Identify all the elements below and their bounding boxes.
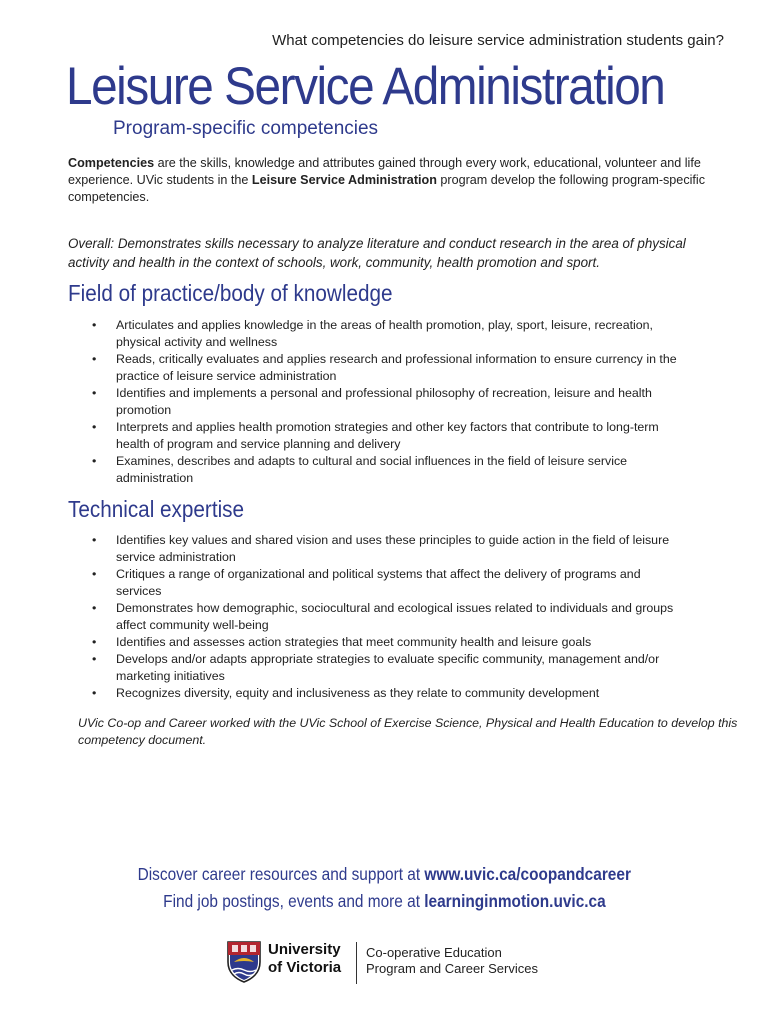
cta-text: Discover career resources and support at xyxy=(137,864,425,884)
page-title: Leisure Service Administration xyxy=(66,57,665,116)
list-item: • Demonstrates how demographic, sociocultural and ecological issues related to individuals and groups affect community well-being xyxy=(88,600,688,634)
field-of-practice-list xyxy=(88,317,688,487)
intro-text-2: program develop the following program-specific competencies. xyxy=(68,173,706,204)
list-item: • Identifies and implements a personal and professional philosophy of recreation, leisure and health promotion xyxy=(88,385,688,419)
cta-text: Find job postings, events and more at xyxy=(162,891,424,911)
list-item: • Recognizes diversity, equity and inclusiveness as they relate to community development xyxy=(88,685,688,702)
cta-line-resources xyxy=(0,864,768,885)
department-line-1: Co-operative Education xyxy=(366,945,502,960)
university-wordmark xyxy=(268,941,341,977)
list-item: • Develops and/or adapts appropriate strategies to evaluate specific community, management and/or marketing initiatives xyxy=(88,651,688,685)
cta-line-postings xyxy=(0,891,768,912)
coopandcareer-link[interactable]: www.uvic.ca/coopandcareer xyxy=(424,864,631,884)
list-item: • Articulates and applies knowledge in the areas of health promotion, play, sport, leisure, recreation, physical activity and wellness xyxy=(88,317,688,351)
list-item: • Identifies key values and shared vision and uses these principles to guide action in the field of leisure service administration xyxy=(88,532,688,566)
page-subtitle: Program-specific competencies xyxy=(113,118,379,139)
credit-note: UVic Co-op and Career worked with the UVic School of Exercise Science, Physical and Health Education to develop this competency document. xyxy=(78,716,738,747)
intro-term: Competencies xyxy=(68,156,155,170)
department-name xyxy=(366,945,538,977)
department-line-2: Program and Career Services xyxy=(366,961,538,976)
overall-statement: Overall: Demonstrates skills necessary to analyze literature and conduct research in the area of physical activity and health in the context of schools, work, community, health promotion and sport. xyxy=(68,236,686,270)
list-item: • Reads, critically evaluates and applies research and professional information to ensure currency in the practice of leisure service administration xyxy=(88,351,688,385)
list-item: • Examines, describes and adapts to cultural and social influences in the field of leisure service administration xyxy=(88,453,688,487)
section-title-field-of-practice: Field of practice/body of knowledge xyxy=(68,280,393,306)
intro-text-1: are the skills, knowledge and attributes gained through every work, educational, volunteer and life experience. UVic students in the xyxy=(68,156,701,187)
university-line-1: University xyxy=(268,941,341,958)
section-title-technical-expertise: Technical expertise xyxy=(68,496,245,522)
list-item: • Interprets and applies health promotion strategies and other key factors that contribute to long-term health of program and service planning and delivery xyxy=(88,419,688,453)
header-question: What competencies do leisure service administration students gain? xyxy=(272,32,724,49)
intro-paragraph xyxy=(68,155,718,206)
learninginmotion-link[interactable]: learninginmotion.uvic.ca xyxy=(423,891,606,911)
uvic-shield-icon xyxy=(226,940,262,984)
intro-program: Leisure Service Administration xyxy=(251,173,437,187)
technical-expertise-list xyxy=(88,532,688,702)
footer-divider xyxy=(356,942,357,984)
list-item: • Identifies and assesses action strategies that meet community health and leisure goals xyxy=(88,634,688,651)
list-item: • Critiques a range of organizational and political systems that affect the delivery of programs and services xyxy=(88,566,688,600)
university-line-2: of Victoria xyxy=(268,959,342,976)
